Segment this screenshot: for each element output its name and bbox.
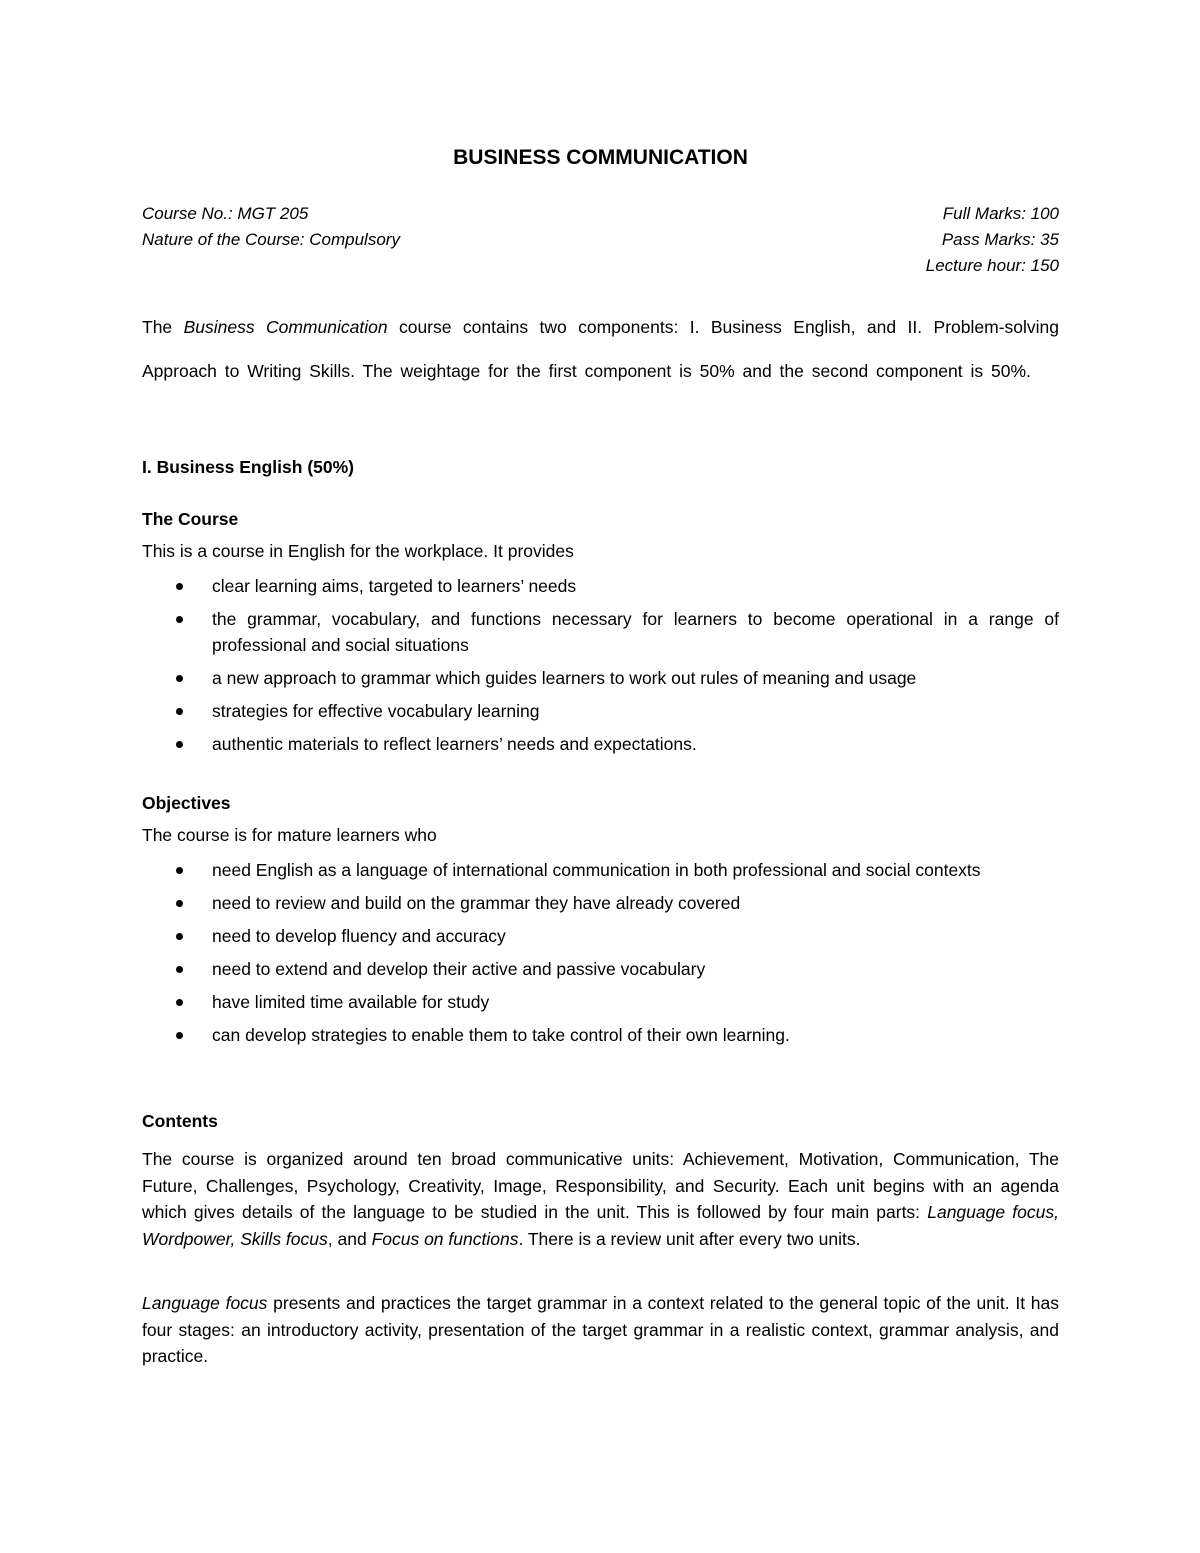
course-number: Course No.: MGT 205	[142, 204, 309, 223]
bullet-icon	[176, 1032, 183, 1039]
bullet-icon	[176, 741, 183, 748]
contents-text: The course is organized around ten broad communicative units: Achievement, Motivation, Communication, The Future, Challenges, Psychology, Creativity, Image, Responsibility, and Security. Each unit begins with an agenda which gives details of the language to be studied in the unit. This is followed by four main parts:	[142, 1149, 1059, 1222]
list-item-text: need to develop fluency and accuracy	[212, 926, 506, 946]
bullet-icon	[176, 867, 183, 874]
meta-row-1	[142, 204, 1059, 224]
intro-text-1: The	[142, 317, 184, 337]
list-item-text: clear learning aims, targeted to learners’ needs	[212, 576, 577, 596]
intro-text-2: course contains two components: I. Business English, and II. Problem-solving Approach to Writing Skills. The weightage for the first component is 50% and the second component is 50%.	[142, 317, 1059, 381]
bullet-icon	[176, 999, 183, 1006]
list-item-text: have limited time available for study	[212, 992, 490, 1012]
meta-row-2	[142, 230, 1059, 250]
bullet-icon	[176, 616, 183, 623]
list-item	[142, 923, 1059, 949]
objectives-lead: The course is for mature learners who	[142, 825, 437, 845]
list-item	[142, 989, 1059, 1015]
bullet-icon	[176, 933, 183, 940]
lecture-hours: Lecture hour: 150	[925, 256, 1059, 275]
list-item-text: need to extend and develop their active and passive vocabulary	[212, 959, 706, 979]
heading-contents: Contents	[142, 1111, 218, 1131]
objectives-list	[142, 857, 1059, 1048]
list-item	[142, 956, 1059, 982]
list-item	[142, 665, 1059, 691]
list-item-text: authentic materials to reflect learners’ needs and expectations.	[212, 734, 697, 754]
heading-objectives: Objectives	[142, 793, 231, 813]
intro-course-name: Business Communication	[183, 317, 388, 337]
bullet-icon	[176, 708, 183, 715]
bullet-icon	[176, 900, 183, 907]
list-item-text: the grammar, vocabulary, and functions necessary for learners to become operational in a range of professional and social situations	[212, 609, 1059, 655]
list-item	[142, 698, 1059, 724]
meta-row-3	[142, 256, 1059, 276]
bullet-icon	[176, 675, 183, 682]
course-lead: This is a course in English for the workplace. It provides	[142, 541, 574, 561]
full-marks: Full Marks: 100	[942, 204, 1059, 223]
contents-italic-functions: Focus on functions	[371, 1228, 519, 1249]
heading-the-course: The Course	[142, 509, 239, 529]
list-item	[142, 890, 1059, 916]
course-nature: Nature of the Course: Compulsory	[142, 230, 400, 249]
contents-italic-parts: Language focus, Wordpower, Skills focus	[142, 1202, 1059, 1249]
contents-text: , and	[327, 1228, 372, 1249]
list-item-text: can develop strategies to enable them to take control of their own learning.	[212, 1025, 790, 1045]
page-title: BUSINESS COMMUNICATION	[453, 146, 748, 169]
list-item	[142, 857, 1059, 883]
list-item-text: need to review and build on the grammar they have already covered	[212, 893, 741, 913]
intro-paragraph	[142, 305, 1059, 393]
bullet-icon	[176, 583, 183, 590]
list-item	[142, 573, 1059, 599]
contents-paragraph-2	[142, 1290, 1059, 1370]
list-item	[142, 731, 1059, 757]
contents-paragraph-1	[142, 1146, 1059, 1252]
bullet-icon	[176, 966, 183, 973]
list-item-text: a new approach to grammar which guides learners to work out rules of meaning and usage	[212, 668, 917, 688]
contents-text: presents and practices the target grammar in a context related to the general topic of the unit. It has four stages: an introductory activity, presentation of the target grammar in a realistic context, grammar analysis, and practice.	[142, 1293, 1059, 1366]
language-focus-term: Language focus	[142, 1293, 268, 1313]
pass-marks: Pass Marks: 35	[941, 230, 1059, 249]
list-item-text: strategies for effective vocabulary learning	[212, 701, 540, 721]
section-heading-business-english: I. Business English (50%)	[142, 457, 354, 477]
list-item-text: need English as a language of international communication in both professional and social contexts	[212, 860, 981, 880]
course-list	[142, 573, 1059, 757]
list-item	[142, 606, 1059, 658]
list-item	[142, 1022, 1059, 1048]
contents-text: . There is a review unit after every two units.	[518, 1228, 861, 1249]
